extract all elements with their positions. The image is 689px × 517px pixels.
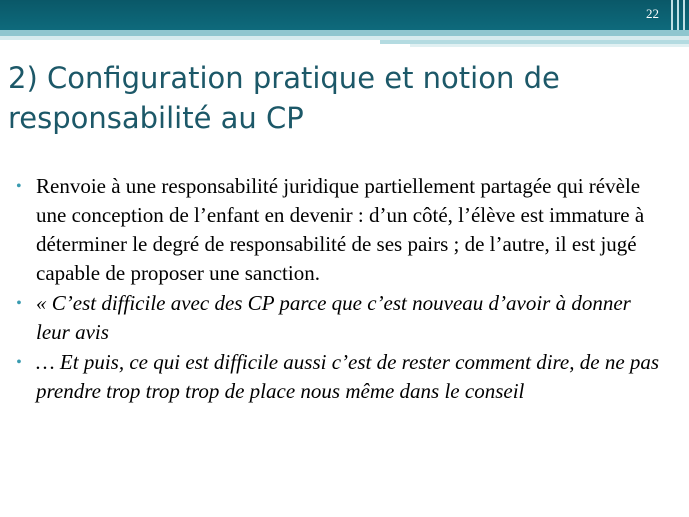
bullet-item-3 [16,348,666,406]
bullet-item-2 [16,289,666,347]
bullet-text: Renvoie à une responsabilité juridique partiellement partagée qui révèle une conception de l’enfant en devenir : d’un côté, l’élève est immature à déterminer le degré de responsabilité de ses pairs ; de l’autre, il est jugé capable de proposer une sanction. [36,174,645,285]
bullet-icon: • [16,178,22,195]
header-accent-band-light [410,44,689,47]
bullet-item-1 [16,172,666,288]
bullet-icon: • [16,295,22,312]
page-number: 22 [646,6,659,21]
bullet-text: « C’est difficile avec des CP parce que c’est nouveau d’avoir à donner leur avis [36,291,631,344]
bullet-list [16,172,666,407]
header-stripes [667,0,689,30]
bullet-text: … Et puis, ce qui est difficile aussi c’est de rester comment dire, de ne pas prendre trop trop trop de place nous même dans le conseil [36,350,660,403]
bullet-icon: • [16,354,22,371]
slide-title: 2) Configuration pratique et notion de responsabilité au CP [8,61,560,135]
header-bar [0,0,689,30]
